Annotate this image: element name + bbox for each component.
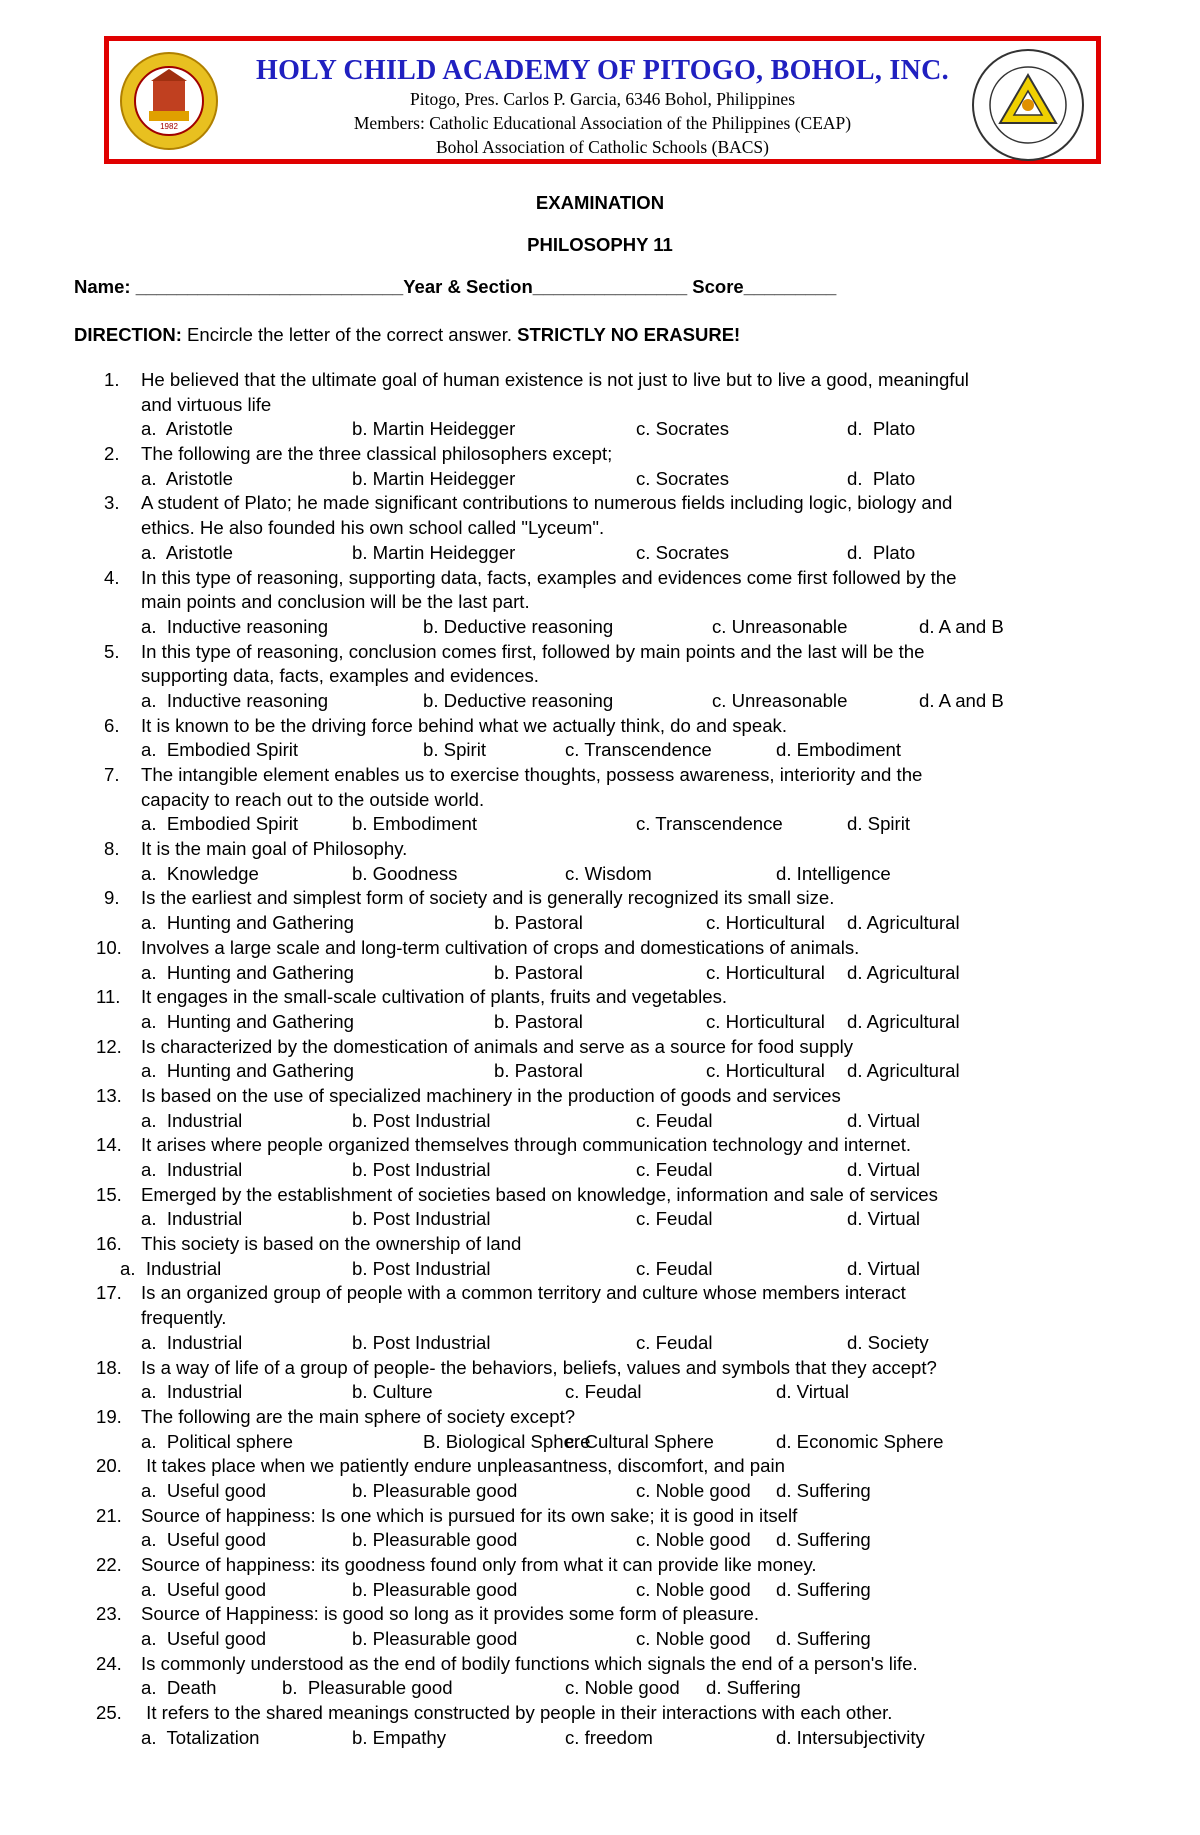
- question-item: [0, 1504, 1200, 1553]
- question-line: [0, 788, 1200, 813]
- question-text: Is characterized by the domestication of animals and serve as a source for food supply: [141, 1035, 854, 1057]
- question-item: [0, 763, 1200, 837]
- direction-emphasis: STRICTLY NO ERASURE!: [517, 324, 741, 345]
- answer-option-d[interactable]: d. A and B: [919, 689, 1004, 711]
- answer-option-d[interactable]: d. Virtual: [847, 1159, 921, 1180]
- question-line: [0, 1602, 1200, 1627]
- answer-option-d[interactable]: d. Suffering: [776, 1529, 871, 1551]
- answer-option-c[interactable]: c. Wisdom: [565, 862, 652, 884]
- question-item: [0, 640, 1200, 714]
- answer-option-c[interactable]: c. Feudal: [636, 1159, 713, 1180]
- question-item: [0, 491, 1200, 565]
- question-number: 18.: [96, 1356, 122, 1378]
- question-item: [0, 1232, 1200, 1281]
- question-text: It is known to be the driving force behind what we actually think, do and speak.: [141, 714, 787, 736]
- question-number: 5.: [104, 640, 120, 662]
- answer-option-a[interactable]: a. Political sphere: [141, 1430, 293, 1452]
- answer-option-a[interactable]: a. Aristotle: [141, 541, 233, 563]
- question-text: Is commonly understood as the end of bodily functions which signals the end of a person's life.: [141, 1652, 918, 1674]
- question-text: He believed that the ultimate goal of human existence is not just to live but to live a good, meaningful: [141, 369, 969, 390]
- answer-option-c[interactable]: c. Feudal: [636, 1331, 713, 1353]
- answer-option-a[interactable]: a. Inductive reasoning: [141, 689, 329, 711]
- answer-options: [0, 812, 1200, 837]
- question-text: capacity to reach out to the outside world.: [141, 788, 485, 810]
- answer-option-c[interactable]: c. Horticultural: [706, 961, 825, 983]
- answer-option-a[interactable]: a. Industrial: [141, 1109, 243, 1131]
- question-line: [0, 664, 1200, 689]
- answer-option-d[interactable]: d. Suffering: [776, 1628, 871, 1650]
- question-number: 11.: [96, 986, 121, 1008]
- answer-option-d[interactable]: d. A and B: [919, 615, 1004, 637]
- answer-option-a[interactable]: a. Industrial: [141, 1381, 243, 1403]
- answer-option-a[interactable]: a. Totalization: [141, 1726, 260, 1748]
- question-text: It is the main goal of Philosophy.: [141, 838, 408, 860]
- question-text: It refers to the shared meanings constructed by people in their interactions with each other.: [141, 1702, 893, 1724]
- answer-option-b[interactable]: B. Biological Sphere: [423, 1430, 591, 1452]
- answer-option-d[interactable]: d. Agricultural: [847, 961, 960, 983]
- answer-option-a[interactable]: a. Useful good: [141, 1529, 267, 1551]
- question-number: 25.: [96, 1702, 122, 1724]
- answer-options: [0, 1578, 1200, 1603]
- school-association: Bohol Association of Catholic Schools (BACS): [436, 137, 769, 157]
- question-item: [0, 1035, 1200, 1084]
- answer-option-b[interactable]: b. Goodness: [352, 862, 458, 884]
- answer-option-a[interactable]: a. Industrial: [141, 1208, 243, 1230]
- answer-option-b[interactable]: b. Pastoral: [494, 1010, 583, 1032]
- question-line: [0, 1454, 1200, 1479]
- question-number: 10.: [96, 936, 122, 958]
- answer-option-a[interactable]: a. Inductive reasoning: [141, 615, 329, 637]
- answer-option-c[interactable]: c. Noble good: [565, 1677, 680, 1699]
- answer-options: [0, 862, 1200, 887]
- answer-option-b[interactable]: b. Martin Heidegger: [352, 418, 516, 440]
- question-line: [0, 1133, 1200, 1158]
- answer-option-b[interactable]: b. Post Industrial: [352, 1257, 491, 1279]
- question-item: [0, 886, 1200, 935]
- answer-option-a[interactable]: a. Aristotle: [141, 418, 233, 440]
- question-text: It arises where people organized themselves through communication technology and internet.: [141, 1134, 912, 1156]
- answer-option-d[interactable]: d. Suffering: [776, 1578, 871, 1600]
- question-item: [0, 1281, 1200, 1355]
- answer-option-b[interactable]: b. Pastoral: [494, 961, 583, 983]
- answer-option-c[interactable]: c. Feudal: [636, 1257, 713, 1279]
- question-text: This society is based on the ownership of land: [141, 1233, 522, 1255]
- exam-title: EXAMINATION: [535, 192, 665, 213]
- answer-option-b[interactable]: b. Pastoral: [494, 1060, 583, 1082]
- question-item: [0, 1652, 1200, 1701]
- bacs-logo: [970, 47, 1086, 163]
- question-number: 1.: [104, 369, 120, 390]
- direction-text: Encircle the letter of the correct answer.: [181, 324, 518, 345]
- answer-option-d[interactable]: d. Virtual: [776, 1381, 850, 1403]
- question-line: [0, 1652, 1200, 1677]
- answer-options: [0, 911, 1200, 936]
- question-line: [0, 985, 1200, 1010]
- answer-options: [0, 1479, 1200, 1504]
- answer-option-a[interactable]: a. Hunting and Gathering: [141, 1010, 354, 1032]
- section-field[interactable]: _______________: [532, 276, 688, 297]
- answer-options: [0, 1331, 1200, 1356]
- question-text: and virtuous life: [141, 393, 272, 415]
- answer-options: [0, 1676, 1200, 1701]
- answer-option-c[interactable]: c. Socrates: [636, 418, 730, 440]
- answer-option-a[interactable]: a. Hunting and Gathering: [141, 1060, 354, 1082]
- answer-option-c[interactable]: c. Transcendence: [636, 813, 783, 835]
- answer-option-d[interactable]: d. Spirit: [847, 813, 911, 835]
- question-item: [0, 1183, 1200, 1232]
- question-item: [0, 936, 1200, 985]
- answer-option-b[interactable]: b. Deductive reasoning: [423, 689, 614, 711]
- question-text: It engages in the small-scale cultivation of plants, fruits and vegetables.: [141, 986, 728, 1008]
- question-line: [0, 1306, 1200, 1331]
- question-number: 23.: [96, 1603, 122, 1625]
- answer-options: [0, 1726, 1200, 1751]
- answer-options: [0, 541, 1200, 566]
- answer-options: [0, 1257, 1200, 1282]
- answer-option-b[interactable]: b. Martin Heidegger: [352, 467, 516, 489]
- question-text: Source of happiness: its goodness found only from what it can provide like money.: [141, 1554, 817, 1575]
- question-text: In this type of reasoning, conclusion comes first, followed by main points and the last will be the: [141, 640, 925, 662]
- answer-option-a[interactable]: a. Industrial: [120, 1257, 222, 1279]
- question-line: [0, 590, 1200, 615]
- question-text: Emerged by the establishment of societies based on knowledge, information and sale of services: [141, 1183, 938, 1205]
- question-line: [0, 1281, 1200, 1306]
- question-line: [0, 491, 1200, 516]
- answer-options: [0, 1207, 1200, 1232]
- question-text: It takes place when we patiently endure unpleasantness, discomfort, and pain: [141, 1455, 785, 1477]
- section-label: Year & Section: [403, 276, 533, 297]
- answer-option-b[interactable]: b. Martin Heidegger: [352, 541, 516, 563]
- answer-option-d[interactable]: d. Suffering: [706, 1677, 801, 1699]
- question-item: [0, 1602, 1200, 1651]
- question-line: [0, 566, 1200, 591]
- question-number: 13.: [96, 1084, 122, 1106]
- answer-option-b[interactable]: b. Pleasurable good: [352, 1578, 518, 1600]
- question-item: [0, 1553, 1200, 1602]
- answer-option-c[interactable]: c. Horticultural: [706, 1010, 825, 1032]
- answer-option-c[interactable]: c. Unreasonable: [712, 615, 848, 637]
- svg-text:1982: 1982: [160, 122, 178, 131]
- question-number: 24.: [96, 1652, 122, 1674]
- answer-options: [0, 1010, 1200, 1035]
- answer-option-d[interactable]: d. Virtual: [847, 1109, 921, 1131]
- answer-options: [0, 1380, 1200, 1405]
- question-number: 9.: [104, 887, 120, 909]
- question-number: 6.: [104, 714, 120, 736]
- question-number: 19.: [96, 1405, 122, 1427]
- answer-options: [0, 1528, 1200, 1553]
- school-header: [104, 36, 1101, 164]
- question-item: [0, 442, 1200, 491]
- answer-option-a[interactable]: a. Aristotle: [141, 467, 233, 489]
- answer-options: [0, 961, 1200, 986]
- question-list: [0, 368, 1200, 1751]
- question-line: [0, 368, 1200, 393]
- name-field[interactable]: __________________________: [135, 276, 404, 297]
- answer-option-d[interactable]: d. Embodiment: [776, 739, 902, 761]
- answer-option-b[interactable]: b. Culture: [352, 1381, 433, 1403]
- answer-option-c[interactable]: c. Feudal: [565, 1381, 642, 1403]
- question-line: [0, 886, 1200, 911]
- answer-option-d[interactable]: d. Virtual: [847, 1208, 921, 1230]
- answer-option-d[interactable]: d. Plato: [847, 541, 916, 563]
- answer-option-b[interactable]: b. Post Industrial: [352, 1109, 491, 1131]
- answer-option-d[interactable]: d. Plato: [847, 467, 916, 489]
- question-number: 22.: [96, 1554, 122, 1575]
- question-text: The following are the three classical philosophers except;: [141, 443, 613, 465]
- answer-option-b[interactable]: b. Pleasurable good: [352, 1479, 518, 1501]
- answer-option-a[interactable]: a. Hunting and Gathering: [141, 912, 354, 934]
- question-text: Source of Happiness: is good so long as it provides some form of pleasure.: [141, 1603, 760, 1625]
- answer-options: [0, 417, 1200, 442]
- answer-option-a[interactable]: a. Industrial: [141, 1159, 243, 1180]
- name-label: Name:: [74, 276, 136, 297]
- question-line: [0, 1405, 1200, 1430]
- question-number: 15.: [96, 1183, 122, 1205]
- answer-option-a[interactable]: a. Industrial: [141, 1331, 243, 1353]
- question-item: [0, 714, 1200, 763]
- question-text: The intangible element enables us to exercise thoughts, possess awareness, interiority and the: [141, 764, 923, 785]
- answer-option-b[interactable]: b. Post Industrial: [352, 1208, 491, 1230]
- question-text: frequently.: [141, 1307, 227, 1329]
- question-text: Is a way of life of a group of people- the behaviors, beliefs, values and symbols that they accept?: [141, 1356, 937, 1378]
- school-name: HOLY CHILD ACADEMY OF PITOGO, BOHOL, INC.: [256, 55, 949, 86]
- answer-option-d[interactable]: d. Intersubjectivity: [776, 1726, 925, 1748]
- question-number: 7.: [104, 764, 120, 785]
- answer-option-b[interactable]: b. Empathy: [352, 1726, 447, 1748]
- question-line: [0, 763, 1200, 788]
- answer-option-c[interactable]: c. freedom: [565, 1726, 653, 1748]
- question-line: [0, 1183, 1200, 1208]
- question-number: 20.: [96, 1455, 122, 1477]
- question-line: [0, 1553, 1200, 1578]
- question-text: A student of Plato; he made significant contributions to numerous fields including logic, biology and: [141, 492, 953, 514]
- question-line: [0, 393, 1200, 418]
- answer-options: [0, 689, 1200, 714]
- answer-option-a[interactable]: a. Embodied Spirit: [141, 813, 299, 835]
- score-field[interactable]: _________: [743, 276, 837, 297]
- question-text: In this type of reasoning, supporting data, facts, examples and evidences come first followed by the: [141, 566, 957, 588]
- direction-label: DIRECTION:: [74, 324, 182, 345]
- student-info-line: [74, 276, 836, 298]
- answer-options: [0, 1059, 1200, 1084]
- answer-option-b[interactable]: b. Deductive reasoning: [423, 615, 614, 637]
- answer-option-a[interactable]: a. Hunting and Gathering: [141, 961, 354, 983]
- question-line: [0, 1356, 1200, 1381]
- question-text: main points and conclusion will be the last part.: [141, 591, 530, 613]
- answer-options: [0, 738, 1200, 763]
- answer-option-c[interactable]: c. Feudal: [636, 1208, 713, 1230]
- answer-option-a[interactable]: a. Useful good: [141, 1628, 267, 1650]
- answer-option-c[interactable]: c. Socrates: [636, 467, 730, 489]
- question-number: 12.: [96, 1035, 122, 1057]
- answer-options: [0, 615, 1200, 640]
- question-text: supporting data, facts, examples and evidences.: [141, 665, 539, 687]
- question-item: [0, 1133, 1200, 1182]
- answer-option-c[interactable]: c. Transcendence: [565, 739, 712, 761]
- answer-option-b[interactable]: b. Pleasurable good: [352, 1628, 518, 1650]
- question-number: 14.: [96, 1134, 122, 1156]
- question-line: [0, 1504, 1200, 1529]
- answer-option-c[interactable]: c. Feudal: [636, 1109, 713, 1131]
- answer-option-c[interactable]: c. Horticultural: [706, 1060, 825, 1082]
- question-item: [0, 1701, 1200, 1750]
- question-text: Is based on the use of specialized machinery in the production of goods and services: [141, 1084, 841, 1106]
- answer-option-d[interactable]: d. Agricultural: [847, 1010, 960, 1032]
- question-item: [0, 368, 1200, 442]
- answer-options: [0, 1158, 1200, 1183]
- answer-option-d[interactable]: d. Intelligence: [776, 862, 891, 884]
- question-number: 3.: [104, 492, 120, 514]
- answer-option-a[interactable]: a. Death: [141, 1677, 217, 1699]
- question-line: [0, 640, 1200, 665]
- question-item: [0, 566, 1200, 640]
- question-item: [0, 1356, 1200, 1405]
- question-line: [0, 442, 1200, 467]
- question-number: 2.: [104, 443, 120, 465]
- answer-options: [0, 1109, 1200, 1134]
- answer-option-c[interactable]: c. Noble good: [636, 1479, 751, 1501]
- question-number: 21.: [96, 1504, 122, 1526]
- answer-option-b[interactable]: b. Pastoral: [494, 912, 583, 934]
- question-text: Is the earliest and simplest form of society and is generally recognized its small size.: [141, 887, 835, 909]
- answer-option-a[interactable]: a. Knowledge: [141, 862, 259, 884]
- answer-option-b[interactable]: b. Post Industrial: [352, 1331, 491, 1353]
- question-line: [0, 516, 1200, 541]
- answer-option-d[interactable]: d. Agricultural: [847, 1060, 960, 1082]
- answer-option-c[interactable]: c. Noble good: [636, 1529, 751, 1551]
- answer-option-c[interactable]: c. Unreasonable: [712, 689, 848, 711]
- answer-option-d[interactable]: d. Virtual: [847, 1257, 921, 1279]
- question-number: 16.: [96, 1233, 122, 1255]
- school-membership: Members: Catholic Educational Association of the Philippines (CEAP): [353, 113, 852, 133]
- answer-option-b[interactable]: b. Spirit: [423, 739, 487, 761]
- direction-line: [74, 324, 740, 346]
- question-line: [0, 1701, 1200, 1726]
- question-text: ethics. He also founded his own school called "Lyceum".: [141, 517, 605, 539]
- question-text: Involves a large scale and long-term cultivation of crops and domestications of animals.: [141, 936, 860, 958]
- answer-option-b[interactable]: b. Pleasurable good: [282, 1677, 453, 1699]
- question-item: [0, 1454, 1200, 1503]
- answer-option-a[interactable]: a. Useful good: [141, 1578, 267, 1600]
- question-line: [0, 714, 1200, 739]
- answer-option-b[interactable]: b. Pleasurable good: [352, 1529, 518, 1551]
- question-item: [0, 1084, 1200, 1133]
- answer-option-d[interactable]: d. Economic Sphere: [776, 1430, 944, 1452]
- answer-option-d[interactable]: d. Society: [847, 1331, 929, 1353]
- question-item: [0, 837, 1200, 886]
- exam-subject: PHILOSOPHY 11: [527, 234, 673, 255]
- answer-options: [0, 1430, 1200, 1455]
- question-item: [0, 1405, 1200, 1454]
- question-line: [0, 936, 1200, 961]
- answer-option-c[interactable]: c. Noble good: [636, 1628, 751, 1650]
- school-address: Pitogo, Pres. Carlos P. Garcia, 6346 Bohol, Philippines: [410, 89, 795, 109]
- question-text: Is an organized group of people with a common territory and culture whose members interact: [141, 1282, 906, 1304]
- answer-options: [0, 1627, 1200, 1652]
- answer-option-b[interactable]: b. Post Industrial: [352, 1159, 491, 1180]
- answer-options: [0, 467, 1200, 492]
- score-label: Score: [687, 276, 744, 297]
- question-line: [0, 1232, 1200, 1257]
- question-number: 4.: [104, 566, 120, 588]
- question-number: 8.: [104, 838, 120, 860]
- answer-option-a[interactable]: a. Embodied Spirit: [141, 739, 299, 761]
- question-line: [0, 1035, 1200, 1060]
- question-text: The following are the main sphere of society except?: [141, 1405, 576, 1427]
- question-text: Source of happiness: Is one which is pursued for its own sake; it is good in itself: [141, 1504, 798, 1526]
- answer-option-d[interactable]: d. Plato: [847, 418, 916, 440]
- answer-option-c[interactable]: c. Horticultural: [706, 912, 825, 934]
- answer-option-c[interactable]: c. Socrates: [636, 541, 730, 563]
- answer-option-a[interactable]: a. Useful good: [141, 1479, 267, 1501]
- answer-option-c[interactable]: c. Cultural Sphere: [565, 1430, 714, 1452]
- question-line: [0, 1084, 1200, 1109]
- question-line: [0, 837, 1200, 862]
- answer-option-d[interactable]: d. Suffering: [776, 1479, 871, 1501]
- question-number: 17.: [96, 1282, 122, 1304]
- answer-option-b[interactable]: b. Embodiment: [352, 813, 478, 835]
- answer-option-d[interactable]: d. Agricultural: [847, 912, 960, 934]
- question-item: [0, 985, 1200, 1034]
- answer-option-c[interactable]: c. Noble good: [636, 1578, 751, 1600]
